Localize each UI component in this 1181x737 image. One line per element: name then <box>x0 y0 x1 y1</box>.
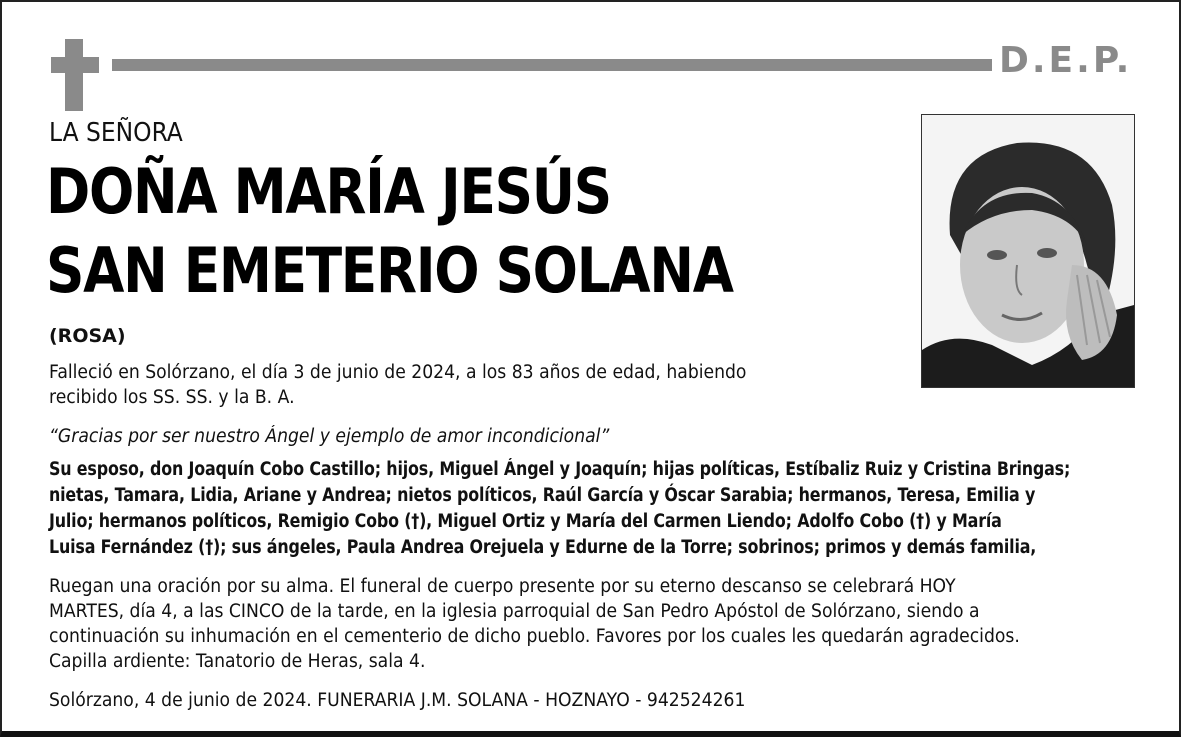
cross-icon-arm <box>51 57 99 73</box>
family-line: nietas, Tamara, Lidia, Ariane y Andrea; nietos políticos, Raúl García y Óscar Sarabia; hermanos, Teresa, Emilia y <box>49 485 1036 506</box>
service-line: continuación su inhumación en el cementerio de dicho pueblo. Favores por los cuales les quedarán agradecidos. <box>49 626 1020 647</box>
funeral-service-info <box>49 574 1020 674</box>
footer-funeral-home: Solórzano, 4 de junio de 2024. FUNERARIA J.M. SOLANA - HOZNAYO - 942524261 <box>49 690 746 711</box>
service-line: MARTES, día 4, a las CINCO de la tarde, en la iglesia parroquial de San Pedro Apóstol de Solórzano, siendo a <box>49 601 980 622</box>
portrait-photo <box>921 114 1135 388</box>
family-line: Julio; hermanos políticos, Remigio Cobo (†), Miguel Ortiz y María del Carmen Liendo; Adolfo Cobo (†) y María <box>49 511 1002 532</box>
service-line: Capilla ardiente: Tanatorio de Heras, sala 4. <box>49 651 426 672</box>
deceased-name-line1: DOÑA MARÍA JESÚS <box>46 155 611 228</box>
death-notice-line: recibido los SS. SS. y la B. A. <box>49 387 295 408</box>
service-line: Ruegan una oración por su alma. El funeral de cuerpo presente por su eterno descanso se celebrará HOY <box>49 576 956 597</box>
honorific: LA SEÑORA <box>49 118 183 148</box>
family-list <box>49 457 1070 561</box>
family-line: Su esposo, don Joaquín Cobo Castillo; hijos, Miguel Ángel y Joaquín; hijas políticas, Estíbaliz Ruiz y Cristina Bringas; <box>49 459 1071 480</box>
dep-label: D.E.P. <box>999 40 1133 81</box>
deceased-name-line2: SAN EMETERIO SOLANA <box>46 234 733 307</box>
nickname: (ROSA) <box>49 325 126 347</box>
death-notice-line: Falleció en Solórzano, el día 3 de junio de 2024, a los 83 años de edad, habiendo <box>49 362 747 383</box>
cross-icon <box>65 39 83 111</box>
memorial-quote: “Gracias por ser nuestro Ángel y ejemplo de amor incondicional” <box>49 426 610 447</box>
family-line: Luisa Fernández (†); sus ángeles, Paula Andrea Orejuela y Edurne de la Torre; sobrinos; primos y demás familia, <box>49 537 1037 558</box>
header-rule <box>112 59 992 71</box>
death-notice <box>49 360 746 410</box>
